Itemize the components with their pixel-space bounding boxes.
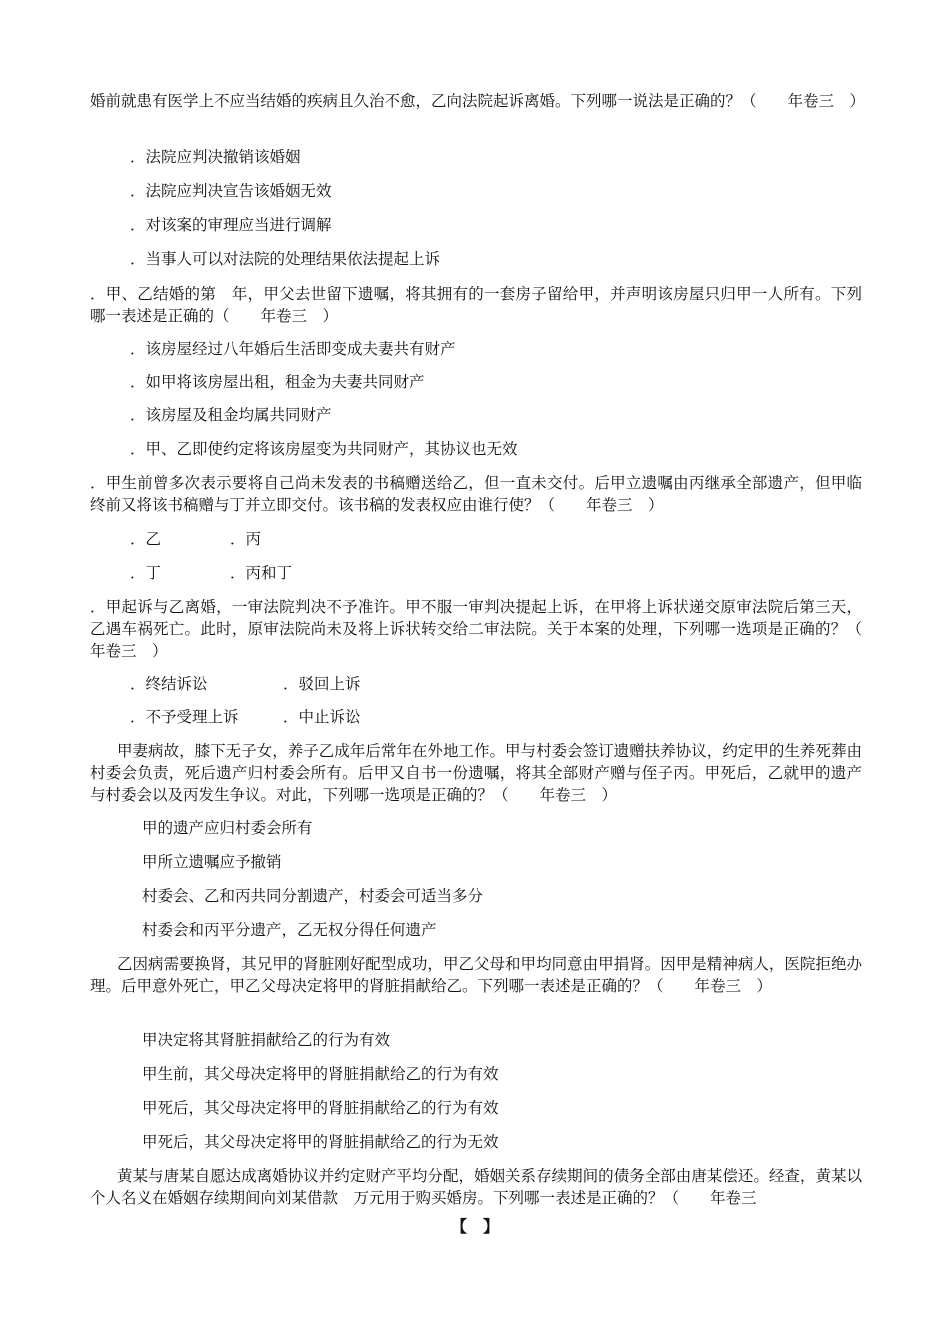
- question-3-stem: ．甲生前曾多次表示要将自己尚未发表的书稿赠送给乙，但一直未交付。后甲立遗嘱由丙继承全部遗产，但甲临终前又将该书稿赠与丁并立即交付。该书稿的发表权应由谁行使？（ 年卷三 ）: [90, 474, 862, 514]
- question-3-option-a: ．乙: [130, 530, 162, 548]
- question-4-option-a: ．终结诉讼: [130, 675, 208, 693]
- question-2-option-b: ．如甲将该房屋出租，租金为夫妻共同财产: [130, 373, 425, 391]
- question-6-option-c: 甲死后，其父母决定将甲的肾脏捐献给乙的行为有效: [142, 1099, 499, 1117]
- question-2-option-a: ．该房屋经过八年婚后生活即变成夫妻共有财产: [130, 340, 456, 358]
- question-1-option-b: ．法院应判决宣告该婚姻无效: [130, 182, 332, 200]
- question-3-option-b: ．丙: [230, 530, 262, 548]
- question-3-option-c: ．丁: [130, 564, 162, 582]
- question-5-option-d: 村委会和丙平分遗产，乙无权分得任何遗产: [142, 921, 437, 939]
- question-2-option-c: ．该房屋及租金均属共同财产: [130, 406, 332, 424]
- page-footer-bracket: 【 】: [450, 1217, 499, 1236]
- question-4-option-d: ．中止诉讼: [283, 708, 361, 726]
- question-7-stem: 黄某与唐某自愿达成离婚协议并约定财产平均分配，婚姻关系存续期间的债务全部由唐某偿还。经查，黄某以个人名义在婚姻存续期间向刘某借款 万元用于购买婚房。下列哪一表述是正确的？（ 年卷三: [90, 1167, 862, 1207]
- question-1-stem: 婚前就患有医学上不应当结婚的疾病且久治不愈，乙向法院起诉离婚。下列哪一说法是正确的？（ 年卷三 ）: [90, 92, 866, 110]
- question-5-option-b: 甲所立遗嘱应予撤销: [142, 853, 282, 871]
- question-1-option-d: ．当事人可以对法院的处理结果依法提起上诉: [130, 250, 441, 268]
- question-2-stem: ．甲、乙结婚的第 年，甲父去世留下遗嘱，将其拥有的一套房子留给甲，并声明该房屋只归甲一人所有。下列哪一表述是正确的（ 年卷三 ）: [90, 285, 862, 325]
- question-6-stem: 乙因病需要换肾，其兄甲的肾脏刚好配型成功，甲乙父母和甲均同意由甲捐肾。因甲是精神病人，医院拒绝办理。后甲意外死亡，甲乙父母决定将甲的肾脏捐献给乙。下列哪一表述是正确的？（ 年卷三 ）: [90, 955, 862, 995]
- question-4-option-c: ．不予受理上诉: [130, 708, 239, 726]
- question-5-option-a: 甲的遗产应归村委会所有: [142, 819, 313, 837]
- question-6-option-b: 甲生前，其父母决定将甲的肾脏捐献给乙的行为有效: [142, 1065, 499, 1083]
- question-3-option-d: ．丙和丁: [230, 564, 293, 582]
- question-6-option-a: 甲决定将其肾脏捐献给乙的行为有效: [142, 1031, 391, 1049]
- question-5-option-c: 村委会、乙和丙共同分割遗产，村委会可适当多分: [142, 887, 484, 905]
- question-5-stem: 甲妻病故，膝下无子女，养子乙成年后常年在外地工作。甲与村委会签订遗赠扶养协议，约定甲的生养死葬由村委会负责，死后遗产归村委会所有。后甲又自书一份遗嘱，将其全部财产赠与侄子丙。甲死后，乙就甲的遗产与村委会以及丙发生争议。对此，下列哪一选项是正确的？（ 年卷三 ）: [90, 742, 862, 804]
- question-1-option-a: ．法院应判决撤销该婚姻: [130, 148, 301, 166]
- question-1-option-c: ．对该案的审理应当进行调解: [130, 216, 332, 234]
- question-4-stem: ．甲起诉与乙离婚，一审法院判决不予准许。甲不服一审判决提起上诉，在甲将上诉状递交原审法院后第三天，乙遇车祸死亡。此时，原审法院尚未及将上诉状转交给二审法院。关于本案的处理，下列哪一选项是正确的？（ 年卷三 ）: [90, 598, 894, 660]
- question-6-option-d: 甲死后，其父母决定将甲的肾脏捐献给乙的行为无效: [142, 1133, 499, 1151]
- question-4-option-b: ．驳回上诉: [283, 675, 361, 693]
- question-2-option-d: ．甲、乙即使约定将该房屋变为共同财产，其协议也无效: [130, 440, 518, 458]
